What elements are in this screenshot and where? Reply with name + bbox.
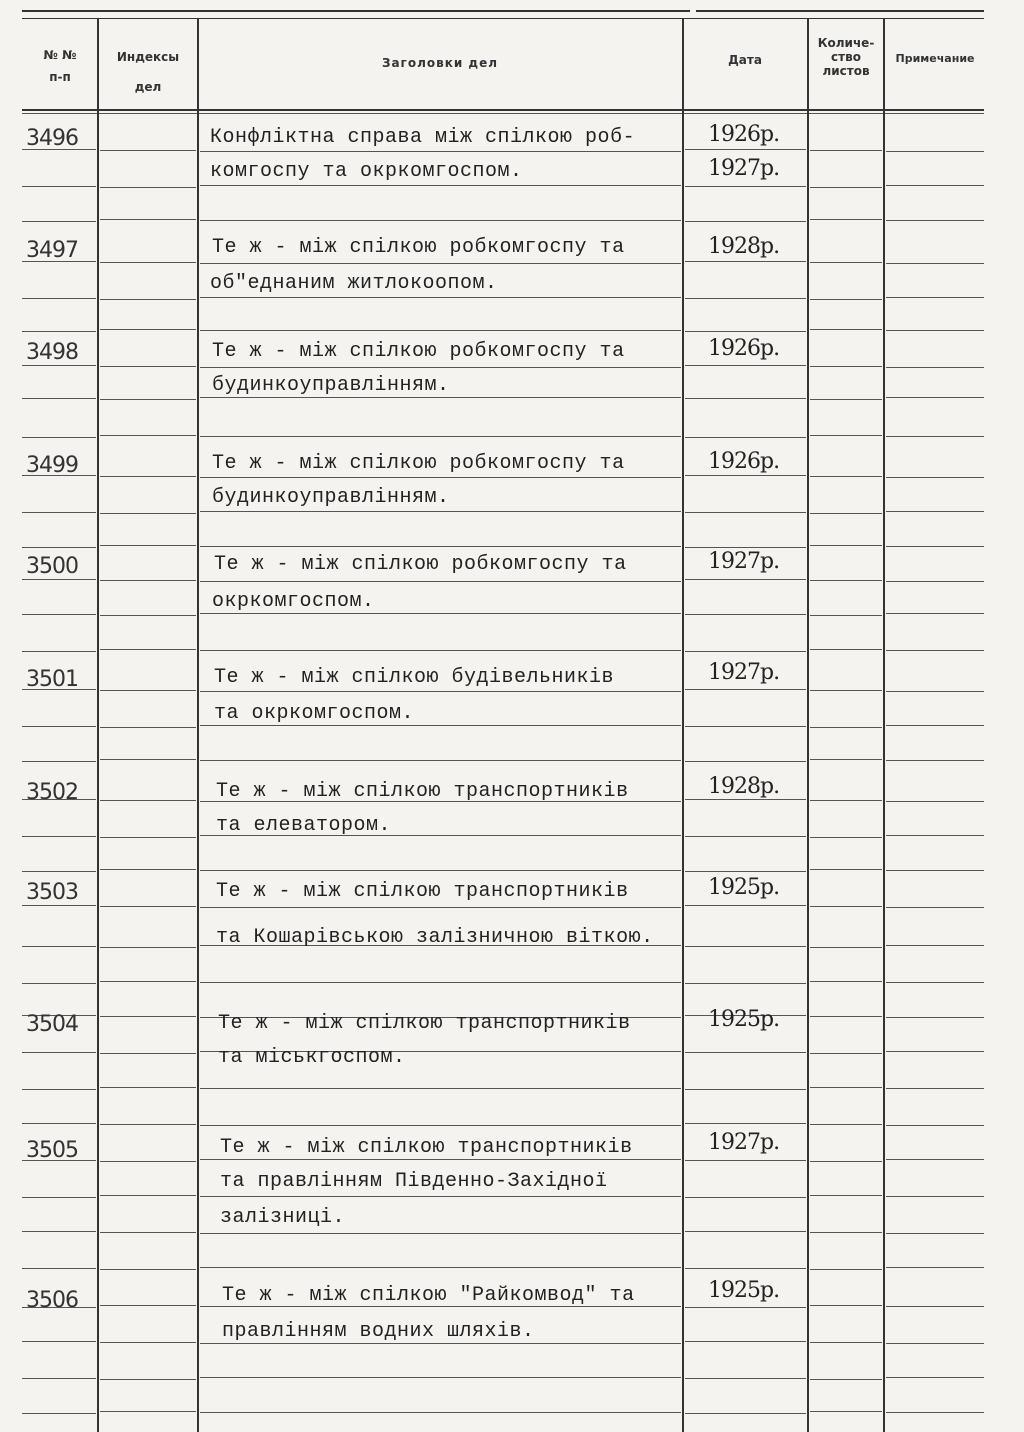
ruled-line [810,513,882,514]
row-title-line: окркомгоспом. [212,590,375,613]
ruled-line [200,1377,681,1378]
ruled-line [810,329,882,330]
ruled-line [886,511,984,512]
ruled-line [810,219,882,220]
ruled-line [886,297,984,298]
ruled-line [685,475,806,476]
ruled-line [810,800,882,801]
ruled-line [810,759,882,760]
ruled-line [685,261,806,262]
row-title-line: та правлiнням Пiвденно-Захiдної [220,1170,608,1193]
ruled-line [100,759,196,760]
row-number: 3502 [26,780,78,805]
row-title-line: Те ж - мiж спiлкою транспортникiв [220,1136,633,1159]
ruled-line [22,1123,96,1124]
ruled-line [200,263,681,264]
ruled-line [22,761,96,762]
ruled-line [200,1088,681,1089]
ruled-line [100,1305,196,1306]
ruled-line [100,690,196,691]
ruled-line [810,615,882,616]
ruled-line [200,185,681,186]
ruled-line [200,1196,681,1197]
ruled-line [886,263,984,264]
ruled-line [886,1088,984,1089]
ruled-line [100,187,196,188]
ruled-line [810,580,882,581]
ruled-line [22,726,96,727]
ruled-line [100,399,196,400]
ruled-line [886,1017,984,1018]
ruled-line [100,906,196,907]
ruled-line [685,799,806,800]
ruled-line [810,262,882,263]
ruled-line [200,1159,681,1160]
ruled-line [810,1342,882,1343]
ruled-line [22,651,96,652]
ruled-line [22,836,96,837]
col-divider-2 [197,18,199,1432]
ruled-line [685,1413,806,1414]
top-border-right [696,10,984,12]
row-number: 3498 [26,340,78,365]
row-date: 1927р. [708,1130,780,1155]
ruled-line [100,1161,196,1162]
ruled-line [200,581,681,582]
row-title-line: залiзницi. [220,1206,346,1229]
row-title-line: Те ж - мiж спiлкою будiвельникiв [214,666,615,689]
row-date: 1926р. [708,336,780,361]
ruled-line [22,1231,96,1232]
row-date: 1927р. [708,156,780,181]
ruled-line [810,869,882,870]
ruled-line [685,512,806,513]
ruled-line [100,1342,196,1343]
ruled-line [886,760,984,761]
ruled-line [100,580,196,581]
header-top-border [22,18,984,19]
header-note: Примечание [895,52,975,65]
ruled-line [886,1343,984,1344]
ruled-line [22,1378,96,1379]
ruled-line [886,1412,984,1413]
ruled-line [22,298,96,299]
ruled-line [100,476,196,477]
ruled-line [200,511,681,512]
ruled-line [22,614,96,615]
ruled-line [886,1233,984,1234]
row-title-line: та елеватором. [216,814,392,837]
ruled-line [200,870,681,871]
ruled-line [685,871,806,872]
row-title-line: Те ж - мiж спiлкою транспортникiв [216,880,629,903]
ruled-line [100,1232,196,1233]
row-date: 1927р. [708,660,780,685]
ruled-line [22,983,96,984]
ruled-line [22,512,96,513]
ruled-line [685,398,806,399]
row-title-line: Те ж - мiж спiлкою транспортникiв [216,780,629,803]
ruled-line [886,691,984,692]
ruled-line [100,545,196,546]
ruled-line [200,725,681,726]
row-title-line: Те ж - мiж спiлкою робкомгоспу та [212,236,625,259]
ruled-line [886,151,984,152]
ruled-line [22,579,96,580]
ruled-line [200,613,681,614]
ruled-line [685,1378,806,1379]
ruled-line [685,1089,806,1090]
ruled-line [685,149,806,150]
row-title-line: Те ж - мiж спiлкою транспортникiв [218,1012,631,1035]
ruled-line [685,547,806,548]
ruled-line [685,1160,806,1161]
ruled-line [810,187,882,188]
row-number: 3497 [26,238,78,263]
ruled-line [685,186,806,187]
ruled-line [886,1125,984,1126]
ruled-line [200,546,681,547]
ruled-line [100,1016,196,1017]
row-title-line: Те ж - мiж спiлкою робкомгоспу та [212,452,625,475]
col-divider-4 [807,18,809,1432]
ruled-line [886,982,984,983]
ruled-line [100,366,196,367]
ruled-line [685,651,806,652]
row-title-line: Те ж - мiж спiлкою робкомгоспу та [212,340,625,363]
ruled-line [886,546,984,547]
ruled-line [810,545,882,546]
ruled-line [200,297,681,298]
ruled-line [886,801,984,802]
ruled-line [685,761,806,762]
ruled-line [22,221,96,222]
row-number: 3505 [26,1138,78,1163]
ruled-line [22,871,96,872]
row-date: 1925р. [708,1007,780,1032]
ruled-line [22,331,96,332]
ruled-line [22,905,96,906]
col-divider-3 [682,18,684,1432]
ruled-line [886,330,984,331]
ruled-line [810,981,882,982]
ruled-line [22,398,96,399]
row-title-line: та мiськгоспом. [218,1046,406,1069]
ruled-line [100,1087,196,1088]
ruled-line [100,800,196,801]
ruled-line [685,298,806,299]
row-number: 3496 [26,126,78,151]
ruled-line [200,760,681,761]
ruled-line [810,399,882,400]
ruled-line [886,613,984,614]
header-sheets: Количе- ство листов [817,36,875,78]
ruled-line [685,365,806,366]
ruled-line [22,1052,96,1053]
ruled-line [810,150,882,151]
ruled-line [886,1306,984,1307]
ruled-line [200,220,681,221]
ruled-line [810,1232,882,1233]
ruled-line [100,219,196,220]
ruled-line [100,947,196,948]
ruled-line [685,1268,806,1269]
ruled-line [685,579,806,580]
row-date: 1925р. [708,875,780,900]
header-title: Заголовки дел [381,56,499,70]
row-number: 3501 [26,667,78,692]
ruled-line [22,1089,96,1090]
ruled-line [810,727,882,728]
ruled-line [685,836,806,837]
header-date: Дата [728,53,762,67]
row-date: 1928р. [708,774,780,799]
row-title-line: та окркомгоспом. [214,702,415,725]
ruled-line [886,1051,984,1052]
ruled-line [810,690,882,691]
ruled-line [200,330,681,331]
ruled-line [200,1412,681,1413]
ruled-line [886,220,984,221]
ruled-line [100,513,196,514]
header-bottom-border-2 [22,113,984,114]
ruled-line [200,1233,681,1234]
ruled-line [810,1195,882,1196]
ruled-line [886,1159,984,1160]
ruled-line [100,837,196,838]
ruled-line [685,437,806,438]
col-divider-5 [883,18,885,1432]
ruled-line [685,331,806,332]
ruled-line [22,365,96,366]
ruled-line [100,150,196,151]
ruled-line [886,1267,984,1268]
ruled-line [886,367,984,368]
row-number: 3500 [26,554,78,579]
ruled-line [810,1379,882,1380]
row-title-line: правлiнням водних шляхiв. [222,1320,535,1343]
ruled-line [100,869,196,870]
ruled-line [22,1197,96,1198]
header-bottom-border [22,109,984,111]
ruled-line [100,1269,196,1270]
ruled-line [886,945,984,946]
row-date: 1926р. [708,449,780,474]
ruled-line [810,906,882,907]
ruled-line [100,1411,196,1412]
ruled-line [886,477,984,478]
row-title-line: та Кошарiвською залiзничною вiткою. [216,926,654,949]
ruled-line [22,186,96,187]
ruled-line [100,435,196,436]
row-date: 1926р. [708,122,780,147]
header-number: № № п-п [43,48,77,84]
ruled-line [886,397,984,398]
row-title-line: Конфлiктна справа мiж спiлкою роб- [210,126,636,149]
ruled-line [200,907,681,908]
ruled-line [685,614,806,615]
ruled-line [22,946,96,947]
ruled-line [200,982,681,983]
ruled-line [685,946,806,947]
ruled-line [100,299,196,300]
ruled-line [810,649,882,650]
ruled-line [200,1125,681,1126]
ruled-line [810,299,882,300]
ruled-line [810,1161,882,1162]
ruled-line [886,1196,984,1197]
ruled-line [685,1197,806,1198]
ruled-line [100,262,196,263]
row-number: 3503 [26,880,78,905]
ruled-line [22,547,96,548]
ruled-line [685,726,806,727]
row-title-line: комгоспу та окркомгоспом. [210,160,523,183]
ruled-line [685,689,806,690]
col-divider-1 [97,18,99,1432]
ruled-line [886,185,984,186]
row-title-line: Те ж - мiж спiлкою робкомгоспу та [214,553,627,576]
ruled-line [810,1305,882,1306]
row-number: 3504 [26,1012,78,1037]
ruled-line [200,477,681,478]
ruled-line [685,221,806,222]
ruled-line [100,1379,196,1380]
ruled-line [22,1413,96,1414]
ruled-line [22,437,96,438]
ruled-line [685,1052,806,1053]
ruled-line [810,1016,882,1017]
ruled-line [100,727,196,728]
ruled-line [810,1124,882,1125]
header-index: Индексы дел [116,50,180,94]
ruled-line [810,476,882,477]
ruled-line [200,151,681,152]
ruled-line [200,367,681,368]
ruled-line [886,581,984,582]
row-title-line: Те ж - мiж спiлкою "Райкомвод" та [222,1284,635,1307]
ruled-line [100,329,196,330]
ruled-line [886,870,984,871]
ruled-line [685,905,806,906]
ruled-line [200,1267,681,1268]
ruled-line [886,907,984,908]
ruled-line [810,435,882,436]
ruled-line [810,1053,882,1054]
ruled-line [100,1053,196,1054]
ruled-line [886,835,984,836]
ruled-line [22,1341,96,1342]
ruled-line [685,1123,806,1124]
ruled-line [886,650,984,651]
ruled-line [685,1231,806,1232]
row-date: 1925р. [708,1278,780,1303]
ruled-line [100,1124,196,1125]
ruled-line [100,615,196,616]
ruled-line [100,981,196,982]
ruled-line [810,1269,882,1270]
ruled-line [685,983,806,984]
ruled-line [886,1377,984,1378]
ruled-line [200,650,681,651]
ruled-line [22,1268,96,1269]
ruled-line [685,1307,806,1308]
row-title-line: будинкоуправлiнням. [212,486,450,509]
row-number: 3499 [26,453,78,478]
ruled-line [886,436,984,437]
top-border-left [22,10,690,12]
ruled-line [810,366,882,367]
row-title-line: будинкоуправлiнням. [212,374,450,397]
row-number: 3506 [26,1288,78,1313]
ruled-line [810,837,882,838]
row-date: 1927р. [708,549,780,574]
ruled-line [200,691,681,692]
ruled-line [200,436,681,437]
ruled-line [810,1087,882,1088]
ruled-line [200,1343,681,1344]
ruled-line [810,947,882,948]
row-date: 1928р. [708,234,780,259]
row-title-line: об"еднаним житлокоопом. [210,272,498,295]
ruled-line [886,725,984,726]
ruled-line [685,1341,806,1342]
ruled-line [810,1411,882,1412]
ruled-line [200,397,681,398]
ruled-line [100,1195,196,1196]
ruled-line [100,649,196,650]
